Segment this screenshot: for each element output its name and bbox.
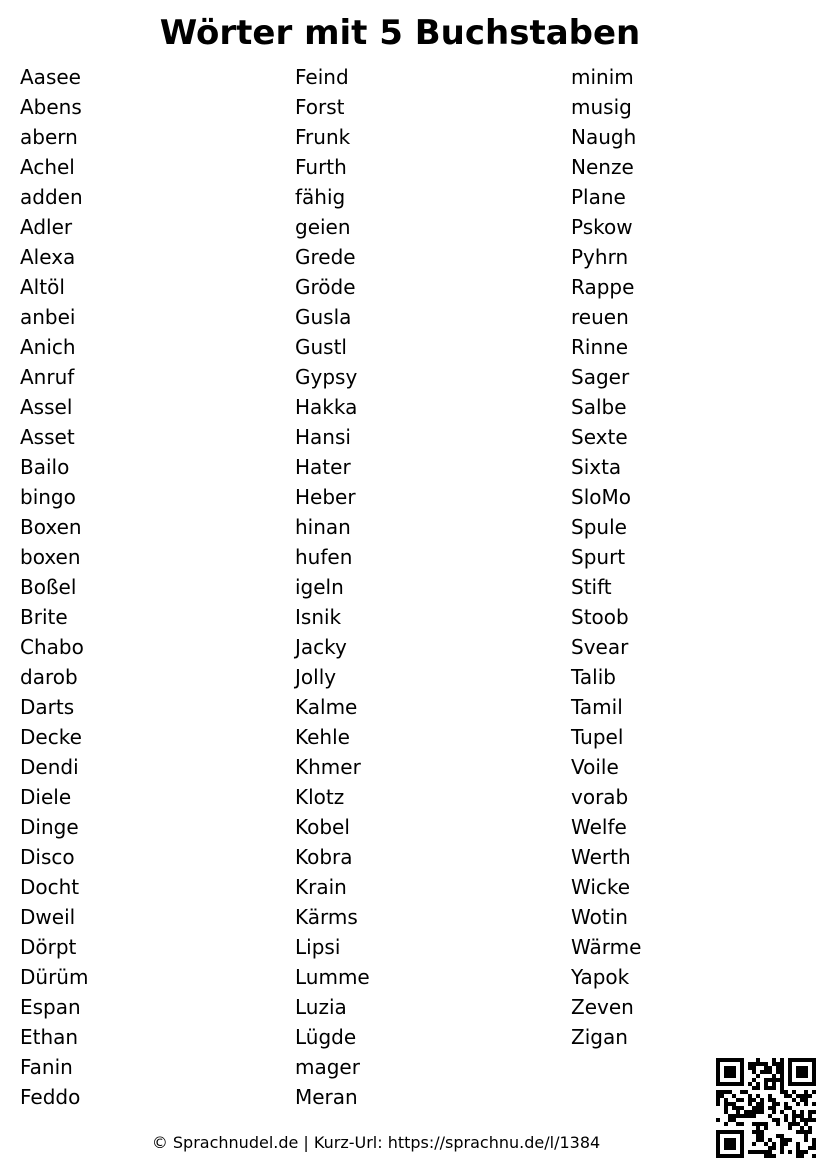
word-column-2 xyxy=(295,62,370,1112)
word-item: Boßel xyxy=(20,575,77,599)
word-item: Hakka xyxy=(295,395,358,419)
word-item: Adler xyxy=(20,215,73,239)
word-item: Feddo xyxy=(20,1085,81,1109)
word-item: hinan xyxy=(295,515,351,539)
word-item: Espan xyxy=(20,995,81,1019)
word-item: Zeven xyxy=(571,995,634,1019)
word-item: Darts xyxy=(20,695,75,719)
word-item: Brite xyxy=(20,605,68,629)
word-item: Bailo xyxy=(20,455,70,479)
word-item: Diele xyxy=(20,785,72,809)
word-item: Boxen xyxy=(20,515,82,539)
word-column-3 xyxy=(571,62,641,1052)
word-item: Svear xyxy=(571,635,629,659)
word-item: Lügde xyxy=(295,1025,357,1049)
word-item: Ethan xyxy=(20,1025,79,1049)
word-item: Sixta xyxy=(571,455,622,479)
word-item: Gustl xyxy=(295,335,347,359)
word-item: adden xyxy=(20,185,83,209)
word-item: Heber xyxy=(295,485,356,509)
word-item: Luzia xyxy=(295,995,347,1019)
word-item: Furth xyxy=(295,155,347,179)
word-item: Tamil xyxy=(571,695,623,719)
word-item: Gypsy xyxy=(295,365,358,389)
word-item: Wicke xyxy=(571,875,631,899)
word-item: Nenze xyxy=(571,155,634,179)
word-item: Plane xyxy=(571,185,626,209)
word-item: Krain xyxy=(295,875,347,899)
word-item: fähig xyxy=(295,185,346,209)
word-item: minim xyxy=(571,65,634,89)
word-item: Achel xyxy=(20,155,75,179)
word-item: Assel xyxy=(20,395,73,419)
word-item: geien xyxy=(295,215,351,239)
word-item: Sager xyxy=(571,365,630,389)
word-item: Rappe xyxy=(571,275,635,299)
word-item: Stift xyxy=(571,575,612,599)
word-item: abern xyxy=(20,125,78,149)
word-item: Kobra xyxy=(295,845,353,869)
word-item: Feind xyxy=(295,65,349,89)
word-item: igeln xyxy=(295,575,344,599)
word-item: Salbe xyxy=(571,395,627,419)
qr-code-icon xyxy=(716,1058,816,1158)
word-item: Forst xyxy=(295,95,345,119)
word-item: Disco xyxy=(20,845,75,869)
word-item: Voile xyxy=(571,755,619,779)
word-column-1 xyxy=(20,62,88,1112)
word-item: Frunk xyxy=(295,125,351,149)
word-item: SloMo xyxy=(571,485,631,509)
word-item: Kärms xyxy=(295,905,358,929)
word-item: Altöl xyxy=(20,275,65,299)
word-item: Kehle xyxy=(295,725,350,749)
word-item: Pyhrn xyxy=(571,245,629,269)
word-item: Dinge xyxy=(20,815,79,839)
word-item: vorab xyxy=(571,785,629,809)
word-item: anbei xyxy=(20,305,76,329)
word-item: Dürüm xyxy=(20,965,89,989)
word-item: Lumme xyxy=(295,965,370,989)
word-item: Yapok xyxy=(571,965,630,989)
word-item: Aasee xyxy=(20,65,81,89)
word-item: Meran xyxy=(295,1085,358,1109)
word-item: Welfe xyxy=(571,815,627,839)
word-item: Talib xyxy=(571,665,616,689)
word-item: Dendi xyxy=(20,755,79,779)
word-item: Asset xyxy=(20,425,75,449)
page-title: Wörter mit 5 Buchstaben xyxy=(159,13,641,53)
word-item: darob xyxy=(20,665,78,689)
word-item: Anruf xyxy=(20,365,75,389)
word-item: reuen xyxy=(571,305,629,329)
word-item: mager xyxy=(295,1055,360,1079)
word-item: Rinne xyxy=(571,335,629,359)
word-item: Abens xyxy=(20,95,82,119)
word-item: Khmer xyxy=(295,755,361,779)
word-item: Jacky xyxy=(295,635,347,659)
word-item: Spule xyxy=(571,515,627,539)
word-item: Anich xyxy=(20,335,76,359)
word-item: Decke xyxy=(20,725,82,749)
word-item: hufen xyxy=(295,545,353,569)
footer-credit: © Sprachnudel.de | Kurz-Url: https://sprachnu.de/l/1384 xyxy=(151,1133,601,1152)
word-item: Chabo xyxy=(20,635,84,659)
word-item: Lipsi xyxy=(295,935,341,959)
word-item: Spurt xyxy=(571,545,626,569)
word-item: Grede xyxy=(295,245,356,269)
word-item: Stoob xyxy=(571,605,629,629)
word-item: musig xyxy=(571,95,632,119)
word-item: Hater xyxy=(295,455,351,479)
word-item: Dörpt xyxy=(20,935,77,959)
word-item: Wotin xyxy=(571,905,628,929)
word-item: bingo xyxy=(20,485,76,509)
word-item: Zigan xyxy=(571,1025,628,1049)
word-item: Sexte xyxy=(571,425,628,449)
word-item: Gröde xyxy=(295,275,356,299)
word-item: Isnik xyxy=(295,605,342,629)
word-item: Wärme xyxy=(571,935,642,959)
word-item: Fanin xyxy=(20,1055,73,1079)
word-item: Klotz xyxy=(295,785,345,809)
word-item: Werth xyxy=(571,845,631,869)
word-item: Dweil xyxy=(20,905,76,929)
word-item: Docht xyxy=(20,875,80,899)
word-item: Pskow xyxy=(571,215,633,239)
word-item: Hansi xyxy=(295,425,351,449)
word-item: boxen xyxy=(20,545,81,569)
word-item: Naugh xyxy=(571,125,637,149)
word-item: Tupel xyxy=(571,725,624,749)
word-item: Jolly xyxy=(295,665,337,689)
word-item: Gusla xyxy=(295,305,352,329)
word-item: Kalme xyxy=(295,695,358,719)
word-item: Kobel xyxy=(295,815,350,839)
word-item: Alexa xyxy=(20,245,76,269)
